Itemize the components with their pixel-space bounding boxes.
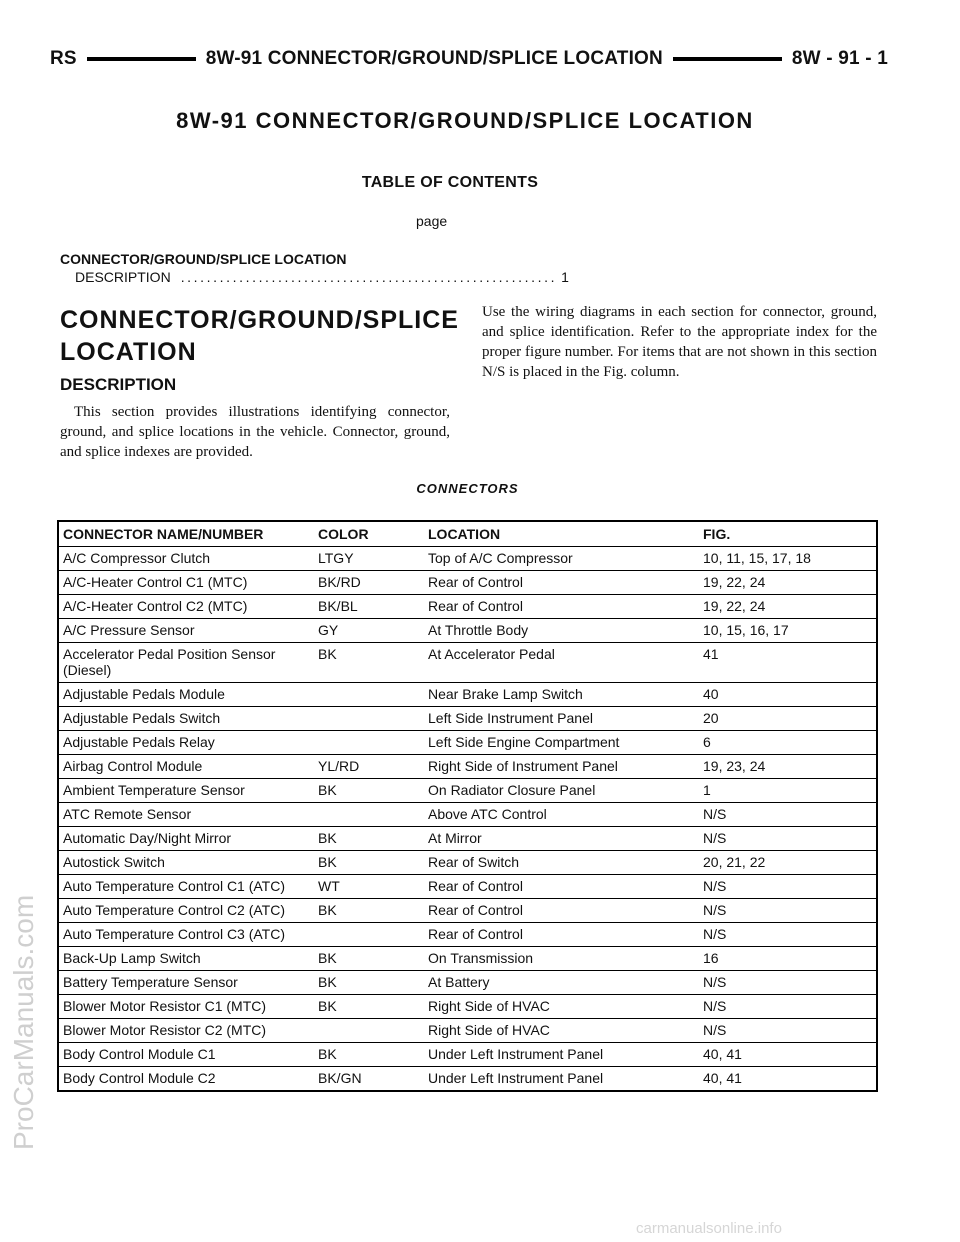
cell-location: At Mirror [424,827,699,851]
table-row [58,643,877,683]
cell-color: BK [314,1043,424,1067]
table-row [58,899,877,923]
table-row [58,1019,877,1043]
table-row [58,707,877,731]
column-header-color: COLOR [314,521,424,547]
table-row [58,1067,877,1092]
cell-location: Above ATC Control [424,803,699,827]
cell-location: Left Side Engine Compartment [424,731,699,755]
cell-color: BK [314,851,424,875]
cell-fig: 6 [699,731,877,755]
cell-color: BK [314,971,424,995]
cell-fig: 20, 21, 22 [699,851,877,875]
cell-color: GY [314,619,424,643]
description-paragraph-2: Use the wiring diagrams in each section for connector, ground, and splice identification. Refer to the appropriate index for the proper figure number. For items that are not shown in this section N/S is placed in the Fig. column. [482,304,877,380]
cell-color [314,683,424,707]
cell-name: A/C-Heater Control C1 (MTC) [58,571,314,595]
cell-fig: N/S [699,875,877,899]
toc-section-title: CONNECTOR/GROUND/SPLICE LOCATION [60,251,347,267]
table-row [58,595,877,619]
toc-entry-page: 1 [561,269,569,285]
column-header-location: LOCATION [424,521,699,547]
cell-color [314,923,424,947]
table-row [58,827,877,851]
cell-color [314,707,424,731]
cell-color: BK [314,827,424,851]
cell-name: Accelerator Pedal Position Sensor (Diesel) [58,643,314,683]
header-rule-right [673,57,782,61]
table-row [58,779,877,803]
description-heading: DESCRIPTION [60,375,177,394]
cell-location: Rear of Control [424,595,699,619]
connectors-table [57,520,878,1092]
table-row [58,803,877,827]
cell-color [314,1019,424,1043]
cell-fig: N/S [699,1019,877,1043]
cell-location: Rear of Switch [424,851,699,875]
cell-location: On Radiator Closure Panel [424,779,699,803]
cell-fig: 41 [699,643,877,683]
cell-location: Near Brake Lamp Switch [424,683,699,707]
cell-color: BK [314,779,424,803]
cell-fig: N/S [699,803,877,827]
cell-name: A/C Compressor Clutch [58,547,314,571]
cell-name: Body Control Module C1 [58,1043,314,1067]
header-right: 8W - 91 - 1 [791,48,889,69]
cell-color: YL/RD [314,755,424,779]
table-row [58,619,877,643]
cell-name: Battery Temperature Sensor [58,971,314,995]
header-rule-left [87,57,196,61]
cell-fig: 19, 22, 24 [699,571,877,595]
cell-fig: 10, 15, 16, 17 [699,619,877,643]
column-header-fig: FIG. [699,521,877,547]
cell-fig: N/S [699,827,877,851]
bottom-watermark: carmanualsonline.info [636,1220,782,1237]
header-center: 8W-91 CONNECTOR/GROUND/SPLICE LOCATION [205,48,663,69]
cell-location: Right Side of Instrument Panel [424,755,699,779]
cell-color [314,803,424,827]
table-row [58,755,877,779]
cell-name: Auto Temperature Control C3 (ATC) [58,923,314,947]
cell-name: Automatic Day/Night Mirror [58,827,314,851]
cell-fig: 19, 22, 24 [699,595,877,619]
toc-entry-label: DESCRIPTION [75,269,171,285]
cell-color: BK [314,899,424,923]
cell-color: BK/GN [314,1067,424,1092]
cell-name: Ambient Temperature Sensor [58,779,314,803]
table-header-row [58,521,877,547]
section-heading: CONNECTOR/GROUND/SPLICE LOCATION [60,306,459,366]
column-header-name: CONNECTOR NAME/NUMBER [58,521,314,547]
cell-fig: 40, 41 [699,1067,877,1092]
cell-name: ATC Remote Sensor [58,803,314,827]
toc-entry-description[interactable] [75,269,569,285]
cell-name: Adjustable Pedals Module [58,683,314,707]
cell-location: Rear of Control [424,923,699,947]
cell-location: Right Side of HVAC [424,1019,699,1043]
table-row [58,851,877,875]
cell-color: LTGY [314,547,424,571]
cell-location: Top of A/C Compressor [424,547,699,571]
cell-location: Under Left Instrument Panel [424,1067,699,1092]
cell-fig: 1 [699,779,877,803]
cell-location: Rear of Control [424,899,699,923]
cell-fig: 40, 41 [699,1043,877,1067]
cell-fig: 19, 23, 24 [699,755,877,779]
cell-name: Back-Up Lamp Switch [58,947,314,971]
cell-color: BK/RD [314,571,424,595]
table-row [58,571,877,595]
table-row [58,923,877,947]
description-paragraph-1: This section provides illustrations identifying connector, ground, and splice locations in the vehicle. Connector, ground, and splice indexes are provided. [60,404,450,460]
cell-location: Rear of Control [424,875,699,899]
cell-fig: 40 [699,683,877,707]
cell-location: Under Left Instrument Panel [424,1043,699,1067]
toc-page-label: page [416,213,448,229]
table-row [58,731,877,755]
cell-name: Adjustable Pedals Relay [58,731,314,755]
table-row [58,947,877,971]
cell-color: BK/BL [314,595,424,619]
toc-heading: TABLE OF CONTENTS [361,174,539,191]
cell-location: On Transmission [424,947,699,971]
table-row [58,995,877,1019]
cell-color: BK [314,995,424,1019]
cell-name: Auto Temperature Control C1 (ATC) [58,875,314,899]
cell-location: At Battery [424,971,699,995]
cell-name: Blower Motor Resistor C1 (MTC) [58,995,314,1019]
cell-name: Autostick Switch [58,851,314,875]
cell-fig: 16 [699,947,877,971]
cell-color: BK [314,947,424,971]
cell-fig: N/S [699,899,877,923]
cell-location: Right Side of HVAC [424,995,699,1019]
cell-name: Adjustable Pedals Switch [58,707,314,731]
cell-fig: N/S [699,923,877,947]
document-title: 8W-91 CONNECTOR/GROUND/SPLICE LOCATION [176,108,754,133]
cell-name: Airbag Control Module [58,755,314,779]
cell-color: BK [314,643,424,683]
cell-color: WT [314,875,424,899]
cell-fig: 10, 11, 15, 17, 18 [699,547,877,571]
cell-color [314,731,424,755]
cell-name: Body Control Module C2 [58,1067,314,1092]
toc-leader-dots: .......................................................... [180,269,558,285]
header-left: RS [50,48,77,69]
table-row [58,1043,877,1067]
table-row [58,547,877,571]
cell-location: Rear of Control [424,571,699,595]
cell-name: A/C-Heater Control C2 (MTC) [58,595,314,619]
side-watermark: ProCarManuals.com [8,894,39,1150]
cell-name: A/C Pressure Sensor [58,619,314,643]
cell-location: Left Side Instrument Panel [424,707,699,731]
cell-name: Auto Temperature Control C2 (ATC) [58,899,314,923]
table-row [58,875,877,899]
cell-fig: N/S [699,995,877,1019]
connectors-table-title: CONNECTORS [416,481,519,496]
cell-fig: 20 [699,707,877,731]
cell-name: Blower Motor Resistor C2 (MTC) [58,1019,314,1043]
table-row [58,683,877,707]
cell-fig: N/S [699,971,877,995]
cell-location: At Accelerator Pedal [424,643,699,683]
running-header [50,44,888,74]
table-row [58,971,877,995]
cell-location: At Throttle Body [424,619,699,643]
